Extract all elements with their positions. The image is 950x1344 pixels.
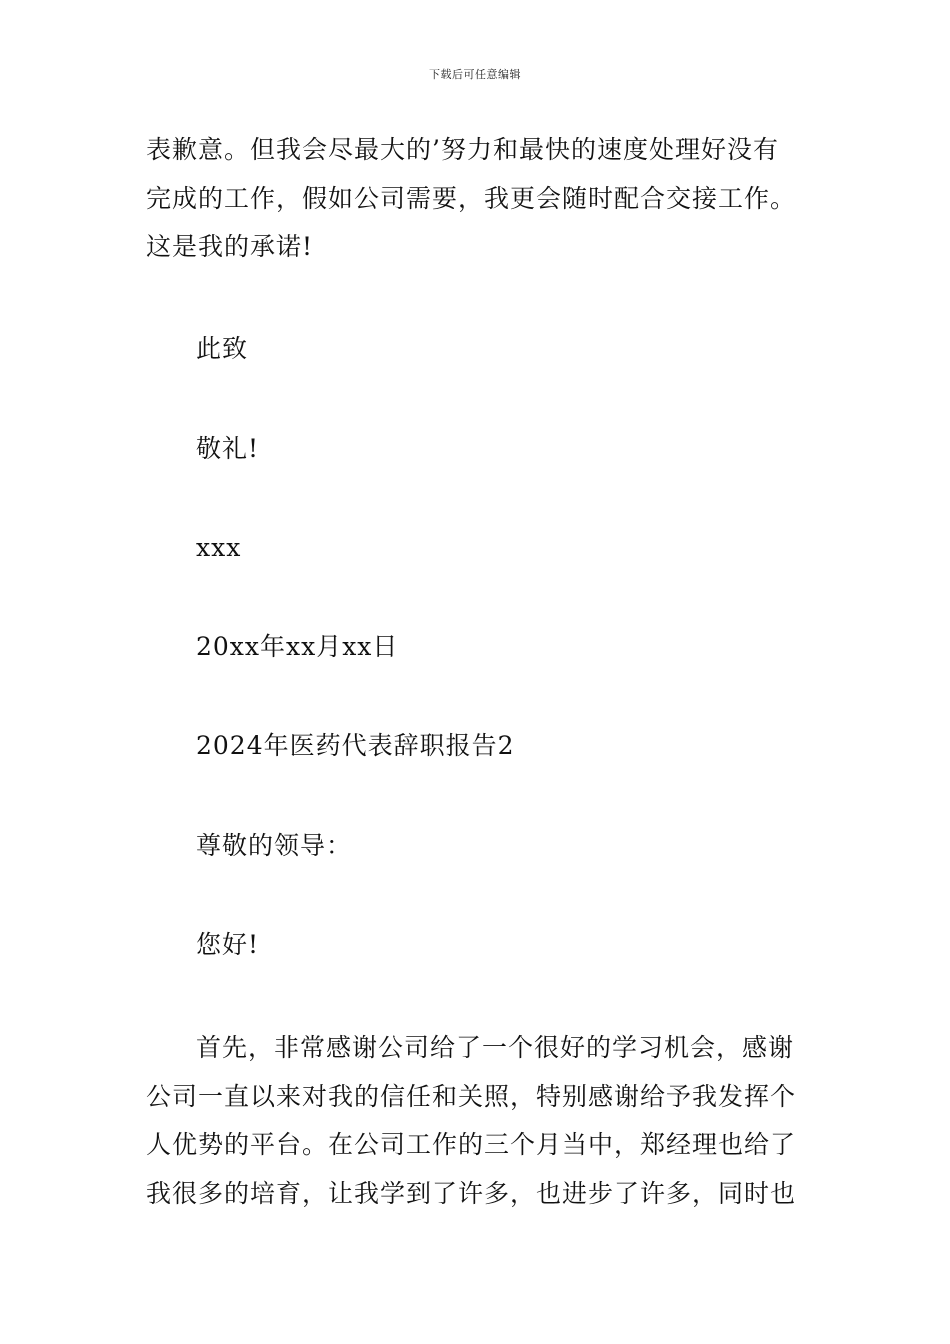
text-line: 这是我的承诺! (146, 232, 314, 261)
text-line: 首先，非常感谢公司给了一个很好的学习机会，感谢 (196, 1033, 795, 1062)
text-line: 我很多的培育，让我学到了许多，也进步了许多，同时也 (146, 1178, 797, 1208)
section-title: 2024年医药代表辞职报告2 (196, 731, 515, 760)
closing-salutation: 此致 (196, 334, 249, 363)
closing-regards: 敬礼! (196, 434, 260, 463)
text-line: 完成的工作，假如公司需要，我更会随时配合交接工作。 (146, 183, 797, 213)
page-header: 下载后可任意编辑 (429, 68, 521, 81)
text-line: 公司一直以来对我的信任和关照，特别感谢给予我发挥个 (146, 1081, 797, 1111)
text-line: 人优势的平台。在公司工作的三个月当中，郑经理也给了 (146, 1130, 797, 1159)
text-line: 表歉意。但我会尽最大的’努力和最快的速度处理好没有 (146, 135, 779, 164)
signature: xxx (196, 533, 242, 562)
hello-line: 您好! (196, 930, 260, 959)
paragraph-continuation (146, 126, 811, 272)
greeting: 尊敬的领导： (196, 831, 353, 860)
paragraph-body (146, 1024, 811, 1218)
date-line: 20xx年xx月xx日 (196, 632, 399, 661)
